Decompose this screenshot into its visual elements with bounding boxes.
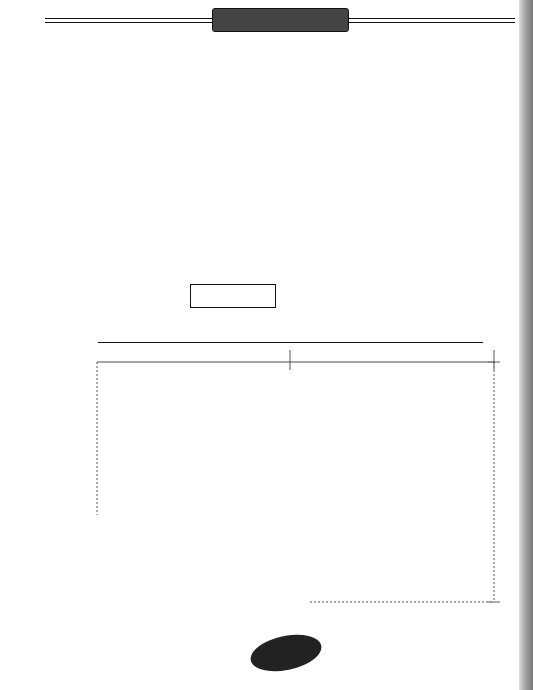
instructions-column-1	[55, 108, 155, 166]
section-banner	[212, 8, 349, 32]
instructions-column-2	[165, 66, 283, 69]
motif-stitch-chart	[290, 40, 520, 310]
dimension-lines	[97, 350, 500, 602]
gauge-callout	[190, 284, 276, 308]
motif-arrangement-diagram	[90, 340, 510, 630]
skill-level-badge	[247, 629, 324, 677]
page-spine	[519, 0, 533, 690]
